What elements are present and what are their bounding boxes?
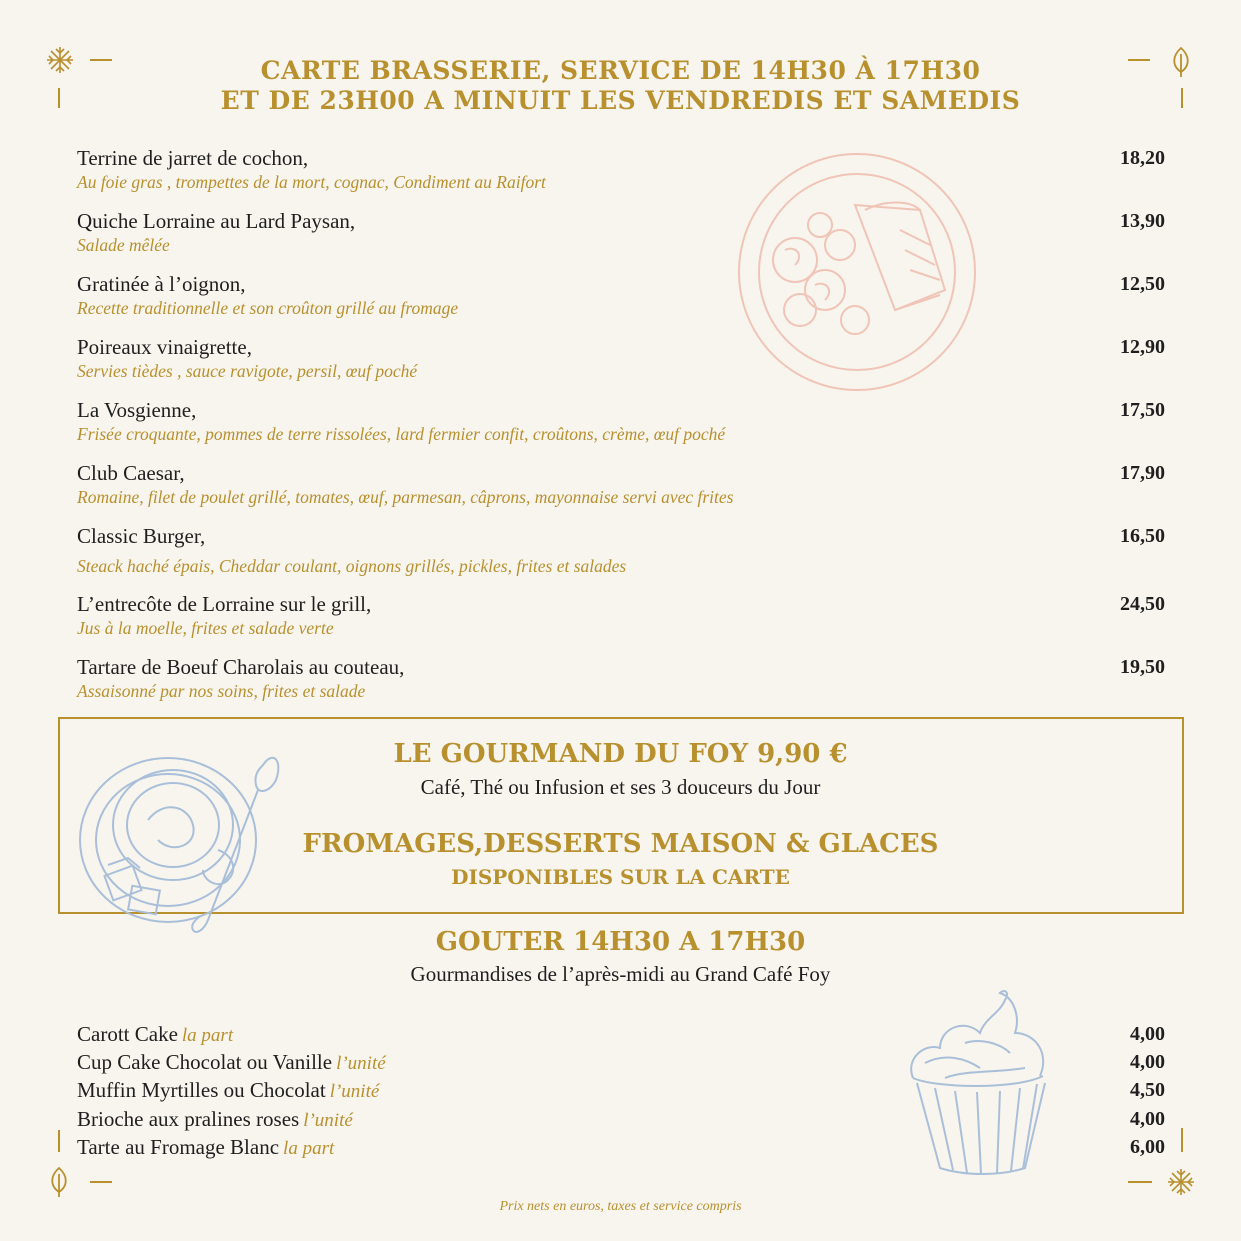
gouter-item-price: 4,00 xyxy=(1130,1051,1165,1073)
leaf-icon-bottom-left xyxy=(46,1166,72,1203)
item-price: 16,50 xyxy=(1120,525,1165,547)
gouter-title: GOUTER 14H30 A 17H30 xyxy=(435,927,806,957)
menu-item xyxy=(77,397,1165,445)
gouter-item xyxy=(77,1020,1165,1048)
menu-item xyxy=(77,334,1165,382)
desserts-subtitle: DISPONIBLES SUR LA CARTE xyxy=(451,865,790,889)
item-price: 13,90 xyxy=(1120,210,1165,232)
gouter-item-unit: l’unité xyxy=(329,1081,380,1102)
item-price: 18,20 xyxy=(1120,147,1165,169)
gouter-item-price: 4,00 xyxy=(1130,1023,1165,1045)
gouter-item-name: Muffin Myrtilles ou Chocolat xyxy=(77,1078,326,1102)
gouter-item-unit: la part xyxy=(283,1138,335,1159)
divider-bottom-right-vertical xyxy=(1181,1128,1183,1152)
item-price: 19,50 xyxy=(1120,656,1165,678)
title-line-1: CARTE BRASSERIE, SERVICE DE 14H30 À 17H30 xyxy=(260,56,981,85)
page-title xyxy=(0,56,1241,116)
item-price: 12,90 xyxy=(1120,336,1165,358)
gouter-item-unit: l’unité xyxy=(336,1053,386,1074)
gouter-item-name: Brioche aux pralines roses xyxy=(77,1107,300,1131)
item-description: Salade mêlée xyxy=(77,235,170,255)
gouter-item-price: 4,50 xyxy=(1130,1079,1165,1101)
gouter-item-name: Cup Cake Chocolat ou Vanille xyxy=(77,1050,333,1074)
menu-item xyxy=(77,460,1165,508)
item-description: Steack haché épais, Cheddar coulant, oignons grillés, pickles, frites et salades xyxy=(77,556,627,576)
divider-bottom-left xyxy=(90,1181,112,1183)
divider-bottom-left-vertical xyxy=(58,1130,60,1152)
item-description: Jus à la moelle, frites et salade verte xyxy=(77,618,334,638)
menu-item xyxy=(77,591,1165,639)
item-price: 17,90 xyxy=(1120,462,1165,484)
price-footnote: Prix nets en euros, taxes et service compris xyxy=(499,1199,742,1214)
gouter-item xyxy=(77,1076,1165,1104)
gourmand-title: LE GOURMAND DU FOY 9,90 € xyxy=(393,739,848,769)
item-name: Terrine de jarret de cochon, xyxy=(77,146,309,170)
gouter-item xyxy=(77,1048,1165,1076)
item-description: Au foie gras , trompettes de la mort, cognac, Condiment au Raifort xyxy=(77,172,546,192)
item-description: Romaine, filet de poulet grillé, tomates, œuf, parmesan, câprons, mayonnaise servi avec frites xyxy=(77,487,734,507)
gouter-item-name: Tarte au Fromage Blanc xyxy=(77,1135,280,1159)
gouter-item-unit: la part xyxy=(181,1025,234,1046)
menu-item xyxy=(77,523,1165,577)
item-name: Quiche Lorraine au Lard Paysan, xyxy=(77,209,356,233)
snowflake-icon-bottom-right xyxy=(1167,1168,1195,1201)
menu-item xyxy=(77,208,1165,256)
item-price: 12,50 xyxy=(1120,273,1165,295)
gouter-item xyxy=(77,1133,1165,1161)
item-name: L’entrecôte de Lorraine sur le grill, xyxy=(77,592,372,616)
item-description: Recette traditionnelle et son croûton grillé au fromage xyxy=(77,298,459,318)
item-name: Classic Burger, xyxy=(77,524,206,548)
gourmand-subtitle: Café, Thé ou Infusion et ses 3 douceurs du Jour xyxy=(420,775,821,799)
gouter-item xyxy=(77,1105,1165,1133)
item-name: Tartare de Boeuf Charolais au couteau, xyxy=(77,655,405,679)
title-line-2: ET DE 23H00 A MINUIT LES VENDREDIS ET SAMEDIS xyxy=(220,86,1021,115)
item-name: La Vosgienne, xyxy=(77,398,197,422)
menu-item xyxy=(77,654,1165,702)
item-description: Frisée croquante, pommes de terre rissolées, lard fermier confit, croûtons, crème, œuf poché xyxy=(77,424,726,444)
gouter-item-price: 4,00 xyxy=(1130,1108,1165,1130)
desserts-title: FROMAGES,DESSERTS MAISON & GLACES xyxy=(302,829,939,859)
gouter-item-price: 6,00 xyxy=(1130,1136,1165,1158)
gouter-subtitle: Gourmandises de l’après-midi au Grand Café Foy xyxy=(410,962,831,986)
item-price: 17,50 xyxy=(1120,399,1165,421)
gouter-item-name: Carott Cake xyxy=(77,1022,178,1046)
item-description: Assaisonné par nos soins, frites et salade xyxy=(77,681,366,701)
item-name: Club Caesar, xyxy=(77,461,185,485)
menu-item xyxy=(77,145,1165,193)
menu-item xyxy=(77,271,1165,319)
divider-bottom-right xyxy=(1128,1181,1152,1183)
item-name: Gratinée à l’oignon, xyxy=(77,272,246,296)
gouter-item-unit: l’unité xyxy=(303,1110,353,1131)
item-name: Poireaux vinaigrette, xyxy=(77,335,252,359)
item-description: Servies tièdes , sauce ravigote, persil, œuf poché xyxy=(77,361,418,381)
item-price: 24,50 xyxy=(1120,593,1165,615)
